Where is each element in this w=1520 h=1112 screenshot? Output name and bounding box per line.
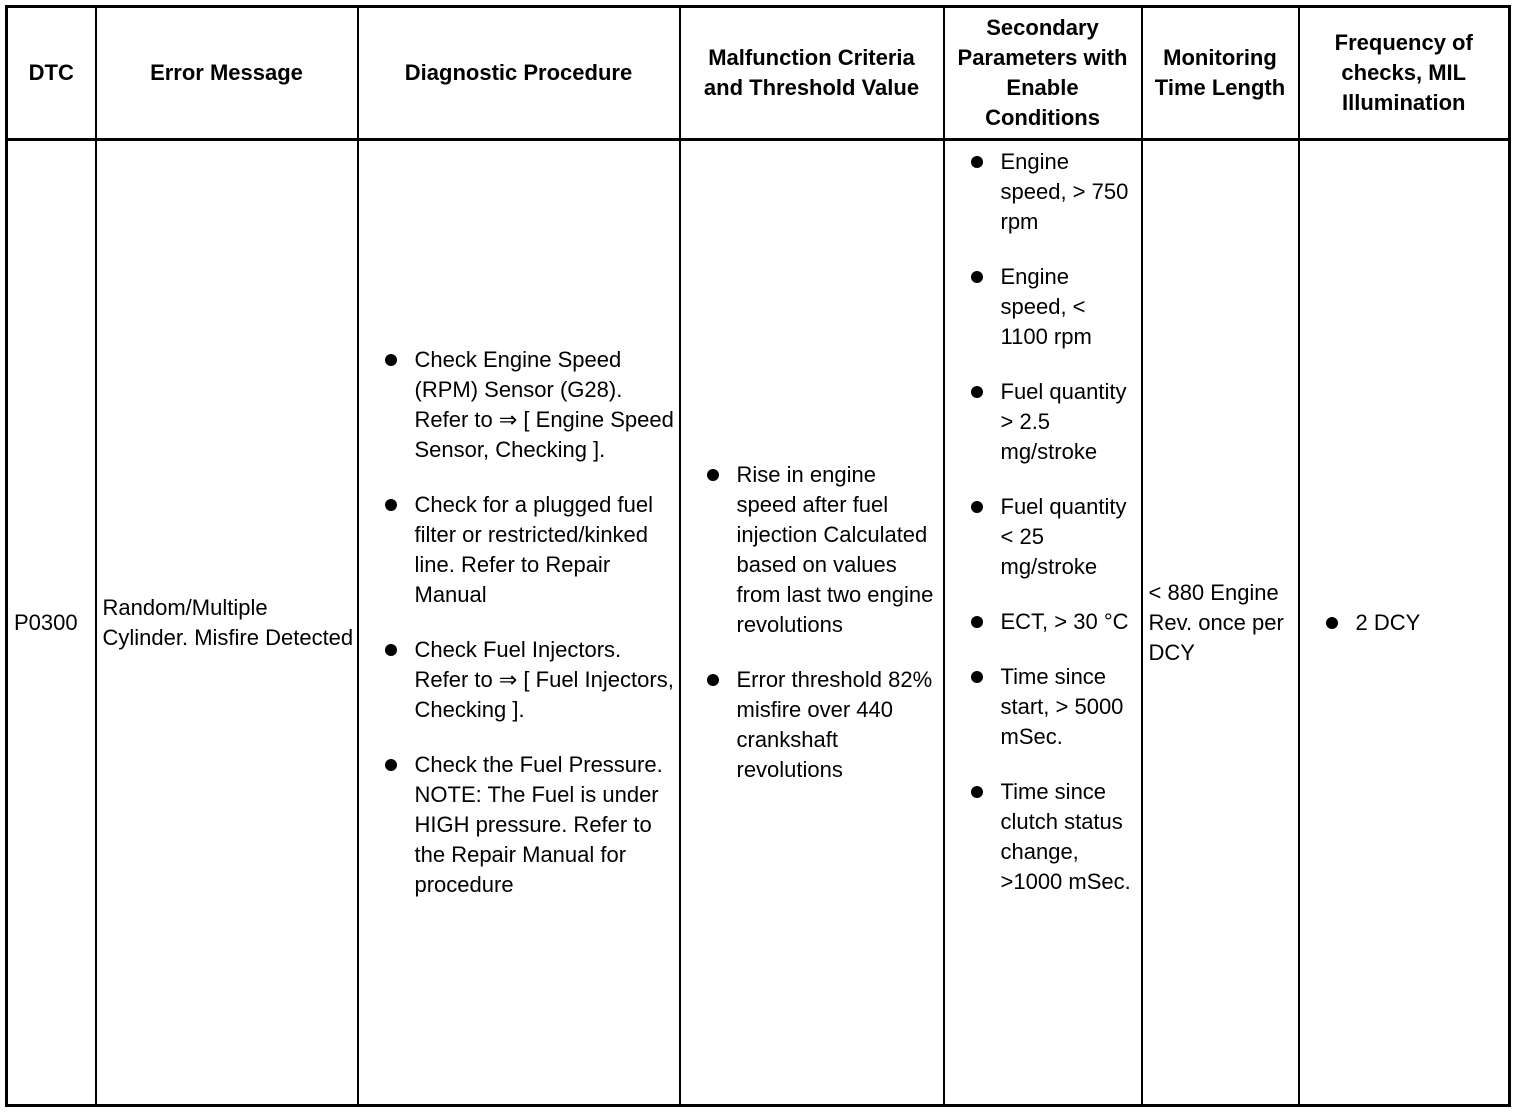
list-item: Time since start, > 5000 mSec. [967,662,1137,752]
list-item: Time since clutch status change, >1000 mSec. [967,777,1137,897]
list-item: Check the Fuel Pressure. NOTE: The Fuel is under HIGH pressure. Refer to the Repair Manual for procedure [381,750,675,900]
frequency-cell [1299,140,1510,1106]
list-item: Check Fuel Injectors. Refer to ⇒ [ Fuel Injectors, Checking ]. [381,635,675,725]
diagnostic-procedure-list [381,345,675,900]
table-row [7,140,1510,1106]
diagnostic-procedure-cell [358,140,680,1106]
header-monitoring-time: Monitoring Time Length [1142,7,1299,140]
header-secondary-parameters: Secondary Parameters with Enable Conditions [944,7,1142,140]
list-item: Error threshold 82% misfire over 440 crankshaft revolutions [703,665,937,785]
list-item: Engine speed, < 1100 rpm [967,262,1137,352]
header-row [7,7,1510,140]
malfunction-criteria-list [703,460,937,785]
header-diagnostic-procedure: Diagnostic Procedure [358,7,680,140]
list-item: Fuel quantity < 25 mg/stroke [967,492,1137,582]
secondary-parameters-list [967,147,1137,897]
list-item: Fuel quantity > 2.5 mg/stroke [967,377,1137,467]
error-message: Random/Multiple Cylinder. Misfire Detected [96,140,358,1106]
list-item: Check Engine Speed (RPM) Sensor (G28). Refer to ⇒ [ Engine Speed Sensor, Checking ]. [381,345,675,465]
secondary-parameters-cell [944,140,1142,1106]
list-item: Rise in engine speed after fuel injection Calculated based on values from last two engine revolutions [703,460,937,640]
malfunction-criteria-cell [680,140,944,1106]
list-item: ECT, > 30 °C [967,607,1137,637]
header-frequency: Frequency of checks, MIL Illumination [1299,7,1510,140]
monitoring-time: < 880 Engine Rev. once per DCY [1142,140,1299,1106]
frequency-list [1322,608,1509,638]
dtc-code: P0300 [7,140,96,1106]
header-dtc: DTC [7,7,96,140]
header-error-message: Error Message [96,7,358,140]
list-item: 2 DCY [1322,608,1509,638]
list-item: Check for a plugged fuel filter or restricted/kinked line. Refer to Repair Manual [381,490,675,610]
list-item: Engine speed, > 750 rpm [967,147,1137,237]
dtc-table [5,5,1511,1107]
header-malfunction-criteria: Malfunction Criteria and Threshold Value [680,7,944,140]
